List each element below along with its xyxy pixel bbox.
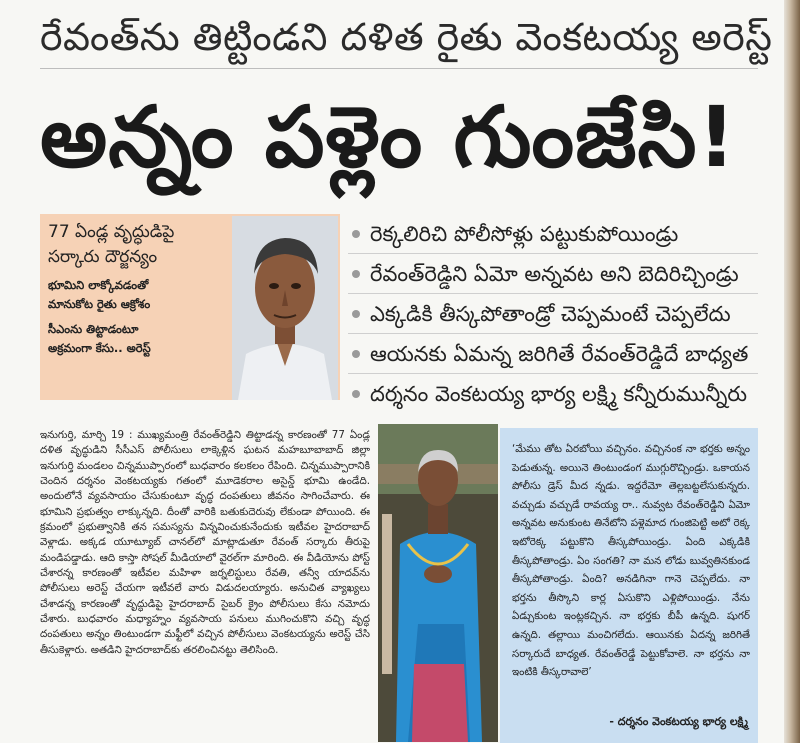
highlight-item xyxy=(348,214,758,254)
highlight-item xyxy=(348,334,758,374)
wife-photo xyxy=(378,424,498,742)
highlight-item xyxy=(348,294,758,334)
intro-sub-1: భూమిని లాక్కోవడంతో xyxy=(48,278,149,292)
intro-box xyxy=(40,214,340,400)
intro-sub-3: సీఎంను తిట్టాడంటూ xyxy=(48,322,139,336)
intro-sub-4: అక్రమంగా కేసు.. అరెస్ట్ xyxy=(48,341,151,355)
highlight-text: ఎక్కడికి తీస్కపోతాండ్రో చెప్పమంటే చెప్పలేదు xyxy=(370,301,731,326)
quote-text: ‘మేము తోట ఏరబోయి వచ్చినం. వచ్చినంక నా భర్తకు అన్నం పెడుతున్న. అయినె తింటుండంగ ముగ్గురొచ్చిండ్రు. ఒకాయన పోలీసు డ్రెస్ మీద న్నడు. ఇద్దరేమో తెల్లబట్టలేసుకున్నరు. వచ్చుడు వచ్చుడే రావయ్య రా.. నువ్వట రేవంత్‌రెడ్డిని ఏమో అన్నవట అనుకుంట తినేటోని పళ్లెమాద గుంజిపెట్టి అటో రెక్క ఇటోరెక్క పట్టుకొని తీస్కపోయిండ్రు. ఏంది ఎక్కడికి తీస్కపోతాండ్రు. ఏం సంగతి? నా మన లోడు బువ్వతినకుండ తీస్కపోతాండ్రు. ఏంది? అనడిగినా గానె చెప్పలేదు. నా భర్తను తీస్కొని కార్ల ఏసుకొని ఎళ్లిపోయిండ్రు. నేను ఏడ్చుకుంట ఇంట్లకచ్చిన. నా భర్తకు బీపీ ఉన్నది. షుగర్ ఉన్నది. తల్లాయి మంచిగలేదు. ఆయినకు ఏదన్న జరిగితే సర్కారుదే బాధ్యత. రేవంత్‌రెడ్డే పెట్టుకోవాలె. నా భర్తను నా ఇంటికి తీస్కరావాలె’ xyxy=(512,443,750,679)
intro-sub-2: మానుకోట రైతు ఆక్రోశం xyxy=(48,297,151,311)
highlight-item xyxy=(348,374,758,414)
highlight-text: రేవంత్‌రెడ్డిని ఏమో అన్నవట అని బెదిరిచ్చిండ్రు xyxy=(370,261,739,286)
intro-line-1: 77 ఏండ్ల వృద్ధుడిపై xyxy=(48,222,175,242)
main-headline: అన్నం పళ్లెం గుంజేసి! xyxy=(40,88,737,186)
highlights-list xyxy=(348,214,758,414)
highlight-item xyxy=(348,254,758,294)
bullet-dot-icon xyxy=(352,350,360,358)
page-edge xyxy=(784,0,800,743)
bullet-dot-icon xyxy=(352,270,360,278)
highlight-text: దర్శనం వెంకటయ్య భార్య లక్ష్మి కన్నీరుమున్నీరు xyxy=(370,382,748,406)
quote-attribution: - దర్శనం వెంకటయ్య భార్య లక్ష్మి xyxy=(609,715,748,728)
kicker-headline: రేవంత్‌ను తిట్టిండని దళిత రైతు వెంకటయ్య అరెస్ట్ xyxy=(40,15,773,59)
highlight-text: రెక్కలిరిచి పోలీసోళ్లు పట్టుకుపోయిండ్రు xyxy=(370,221,679,246)
bullet-dot-icon xyxy=(352,310,360,318)
bullet-dot-icon xyxy=(352,390,360,398)
article-body: ఇనుగుర్తి, మార్చి 19 : ముఖ్యమంత్రి రేవంత్‌రెడ్డిని తిట్టాడన్న కారణంతో 77 ఏండ్ల దళిత వృద్ధుడిని సీసీఎస్ పోలీసులు లాక్కెళ్లిన ఘటన మహబూబాబాద్ జిల్లా ఇనుగుర్తి మండలం చిన్నముప్పారంలో బుధవారం కలకలం రేపింది. చిన్నముప్పారానికి చెందిన దర్శనం వెంకటయ్యకు గతంలో మూడెకరాల అసైన్డ్ భూమి ఉండేది. అందులోనే వ్యవసాయం చేసుకుంటూ వృద్ధ దంపతులు జీవనం సాగించేవారు. ఈ భూమిని ప్రభుత్వం లాక్కున్నది. దీంతో వారికి బతుకుదెరువు లేకుండా పోయింది. ఈ క్రమంలో ప్రభుత్వానికి తన సమస్యను విన్నవించుకునేందుకు ఇటీవల హైదరాబాద్ వెళ్లాడు. అక్కడ యూట్యూబ్ చానల్‌లో మాట్లాడుతూ రేవంత్ సర్కారు తీరుపై మండిపడ్డాడు. ఆది కాస్తా సోషల్ మీడియాలో వైరల్‌గా మారింది. ఈ వీడియోను పోస్ట్ చేశారన్న కారణంతో ఇటీవల మహిళా జర్నలిస్టులు రేవతి, తన్వీ యాదవ్‌ను పోలీసులు అరెస్ట్ చేయగా ఇటీవలే వారు విడుదలయ్యారు. అనుచిత వ్యాఖ్యలు చేశాడన్న కారణంతో వృద్ధుడిపై హైదరాబాద్ సైబర్ క్రైం పోలీసులు కేసు నమోదు చేశారు. బుధవారం మధ్యాహ్నం వ్యవసాయ పనులు ముగించుకొని వచ్చి వృద్ధ దంపతులు అన్నం తింటుండగా మఫ్టీలో వచ్చిన పోలీసులు వెంకటయ్యను అరెస్ట్ చేసి తీసుకెళ్లారు. అతడిని హైదరాబాద్‌కు తరలించినట్టు తెలిసింది. xyxy=(40,429,370,656)
highlight-text: ఆయనకు ఏమన్న జరిగితే రేవంత్‌రెడ్డిదే బాధ్యత xyxy=(370,341,749,366)
intro-text xyxy=(48,220,224,358)
intro-line-2: సర్కారు దౌర్జన్యం xyxy=(48,247,158,267)
farmer-portrait xyxy=(232,216,338,400)
bullet-dot-icon xyxy=(352,230,360,238)
headline-divider xyxy=(40,68,758,69)
quote-box xyxy=(500,428,758,743)
